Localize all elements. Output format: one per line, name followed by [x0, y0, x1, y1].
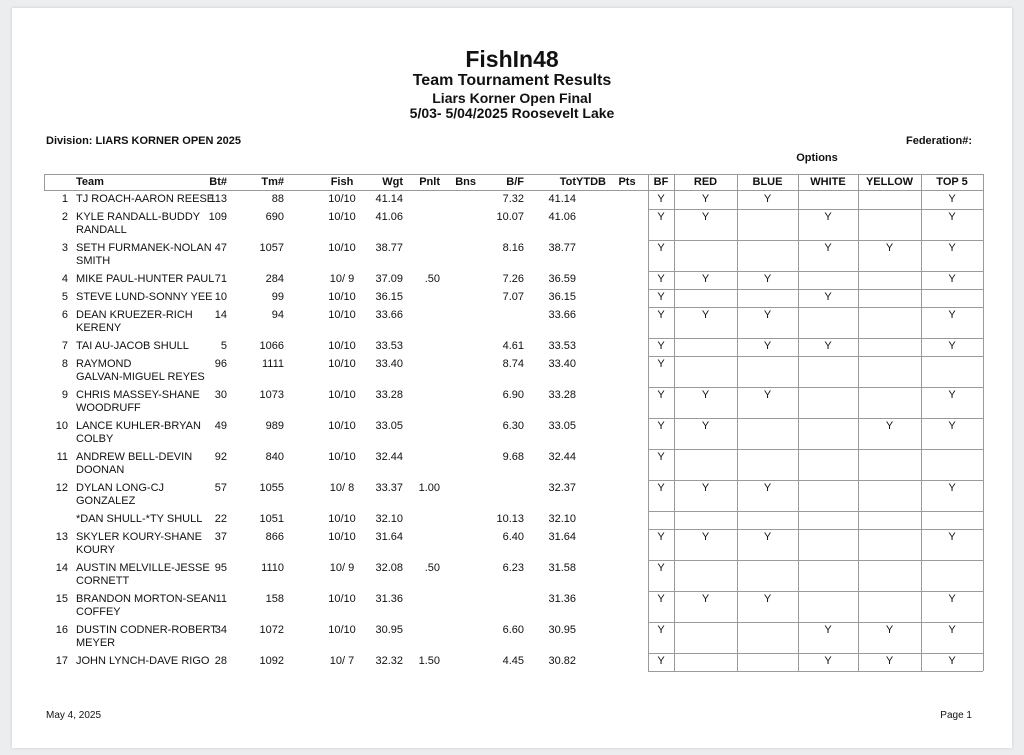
bf_wt-cell: 4.61 — [502, 340, 524, 352]
bf_wt-cell: 6.23 — [502, 562, 524, 574]
team-name-line: SKYLER KOURY-SHANE — [76, 531, 202, 543]
fish-cell: 10/10 — [328, 389, 356, 401]
fish-cell: 10/10 — [328, 513, 356, 525]
yellow-cell: Y — [885, 420, 894, 432]
red-cell: Y — [701, 389, 710, 401]
wgt-cell: 33.05 — [375, 420, 403, 432]
options-row-border — [648, 671, 983, 672]
wgt-cell: 32.32 — [375, 655, 403, 667]
event-name: Liars Korner Open Final — [432, 90, 592, 106]
tot-cell: 36.15 — [548, 291, 576, 303]
wgt-cell: 31.64 — [375, 531, 403, 543]
team-name-line: WOODRUFF — [76, 402, 141, 414]
tot-cell: 32.37 — [548, 482, 576, 494]
red-cell: Y — [701, 482, 710, 494]
options-row-border — [648, 307, 983, 308]
bt-cell: 113 — [209, 193, 227, 205]
bf-cell: Y — [657, 482, 665, 494]
tot-cell: 30.95 — [548, 624, 576, 636]
blue-cell: Y — [763, 389, 772, 401]
place-cell: 15 — [55, 593, 68, 605]
tm-cell: 94 — [271, 309, 284, 321]
tot-cell: 32.44 — [548, 451, 576, 463]
top5-cell: Y — [948, 482, 956, 494]
wgt-cell: 30.95 — [375, 624, 403, 636]
place-cell: 9 — [61, 389, 68, 401]
bt-cell: 57 — [214, 482, 227, 494]
fish-cell: 10/ 9 — [329, 273, 355, 285]
tm-cell: 1055 — [259, 482, 284, 494]
place-cell: 2 — [61, 211, 68, 223]
white-cell: Y — [824, 211, 832, 223]
red-cell: Y — [701, 211, 710, 223]
bf_wt-cell: 8.74 — [502, 358, 524, 370]
place-cell: 4 — [61, 273, 68, 285]
tm-cell: 158 — [265, 593, 284, 605]
tot-cell: 36.59 — [548, 273, 576, 285]
place-cell: 7 — [61, 340, 68, 352]
results-page — [12, 8, 1012, 748]
team-name-line: BRANDON MORTON-SEAN — [76, 593, 217, 605]
red-cell: Y — [701, 193, 710, 205]
bt-cell: 96 — [214, 358, 227, 370]
tm-cell: 1051 — [259, 513, 284, 525]
options-column-border — [858, 174, 859, 671]
column-header-bt-: Bt# — [209, 176, 227, 188]
fish-cell: 10/10 — [328, 531, 356, 543]
division-label: Division: LIARS KORNER OPEN 2025 — [46, 135, 241, 147]
column-header-bf: BF — [653, 176, 669, 188]
pnlt-cell: .50 — [424, 273, 440, 285]
column-header-white: WHITE — [810, 176, 846, 188]
team-name-line: GALVAN-MIGUEL REYES — [76, 371, 205, 383]
top5-cell: Y — [948, 655, 956, 667]
top5-cell: Y — [948, 340, 956, 352]
options-column-border — [674, 174, 675, 671]
event-dates-location: 5/03- 5/04/2025 Roosevelt Lake — [409, 105, 615, 121]
options-row-border — [648, 338, 983, 339]
federation-label: Federation#: — [905, 135, 972, 147]
team-name-line: MIKE PAUL-HUNTER PAUL — [76, 273, 215, 285]
place-cell: 16 — [55, 624, 68, 636]
red-cell: Y — [701, 273, 710, 285]
place-cell: 13 — [55, 531, 68, 543]
bf-cell: Y — [657, 593, 665, 605]
fish-cell: 10/ 8 — [329, 482, 355, 494]
white-cell: Y — [824, 291, 832, 303]
footer-page-number: Page 1 — [940, 710, 972, 721]
bt-cell: 34 — [214, 624, 227, 636]
place-cell: 1 — [61, 193, 68, 205]
options-row-border — [648, 622, 983, 623]
tot-cell: 33.53 — [548, 340, 576, 352]
bt-cell: 109 — [208, 211, 227, 223]
table-left-border — [44, 174, 45, 191]
column-header-tm-: Tm# — [261, 176, 284, 188]
column-header-bns: Bns — [455, 176, 476, 188]
blue-cell: Y — [763, 531, 772, 543]
wgt-cell: 41.06 — [375, 211, 403, 223]
place-cell: 14 — [55, 562, 68, 574]
options-row-border — [648, 480, 983, 481]
wgt-cell: 33.28 — [375, 389, 403, 401]
place-cell: 12 — [55, 482, 68, 494]
team-name-line: MEYER — [76, 637, 116, 649]
place-cell: 8 — [61, 358, 68, 370]
wgt-cell: 36.15 — [375, 291, 403, 303]
bf_wt-cell: 7.26 — [502, 273, 524, 285]
wgt-cell: 41.14 — [375, 193, 403, 205]
options-row-border — [648, 511, 983, 512]
bf-cell: Y — [657, 291, 665, 303]
bt-cell: 30 — [214, 389, 227, 401]
options-row-border — [648, 289, 983, 290]
tot-cell: 31.58 — [548, 562, 576, 574]
options-row-border — [648, 653, 983, 654]
yellow-cell: Y — [885, 624, 894, 636]
page-title: FishIn48 — [465, 46, 559, 72]
wgt-cell: 38.77 — [375, 242, 403, 254]
fish-cell: 10/10 — [328, 242, 356, 254]
options-row-border — [648, 240, 983, 241]
team-name-line: DYLAN LONG-CJ — [76, 482, 165, 494]
bt-cell: 28 — [214, 655, 227, 667]
fish-cell: 10/10 — [328, 291, 356, 303]
team-name-line: DOONAN — [76, 464, 125, 476]
team-name-line: DEAN KRUEZER-RICH — [76, 309, 193, 321]
blue-cell: Y — [763, 340, 772, 352]
report-subtitle: Team Tournament Results — [412, 72, 612, 89]
pnlt-cell: 1.50 — [418, 655, 440, 667]
tm-cell: 690 — [265, 211, 284, 223]
place-cell: 5 — [61, 291, 68, 303]
fish-cell: 10/10 — [328, 624, 356, 636]
place-cell: 11 — [56, 451, 68, 463]
options-row-border — [648, 418, 983, 419]
tm-cell: 1066 — [259, 340, 284, 352]
white-cell: Y — [824, 242, 832, 254]
team-name-line: SMITH — [76, 255, 111, 267]
tot-cell: 33.28 — [548, 389, 576, 401]
blue-cell: Y — [763, 482, 772, 494]
fish-cell: 10/10 — [328, 211, 356, 223]
bt-cell: 47 — [214, 242, 227, 254]
team-name-line: JOHN LYNCH-DAVE RIGO — [76, 655, 210, 667]
team-name-line: TJ ROACH-AARON REESE — [76, 193, 215, 205]
bf_wt-cell: 6.90 — [502, 389, 524, 401]
place-cell: 6 — [61, 309, 68, 321]
options-column-border — [737, 174, 738, 671]
team-name-line: GONZALEZ — [76, 495, 136, 507]
red-cell: Y — [701, 593, 710, 605]
pnlt-cell: 1.00 — [418, 482, 440, 494]
top5-cell: Y — [948, 193, 956, 205]
column-header-tot: Tot — [559, 176, 576, 188]
top5-cell: Y — [948, 273, 956, 285]
fish-cell: 10/10 — [328, 358, 356, 370]
blue-cell: Y — [763, 273, 772, 285]
column-header-pts: Pts — [618, 176, 636, 188]
column-header-top-5: TOP 5 — [936, 176, 968, 188]
team-name-line: CORNETT — [76, 575, 130, 587]
bf_wt-cell: 7.32 — [502, 193, 524, 205]
bf-cell: Y — [657, 420, 665, 432]
yellow-cell: Y — [885, 242, 894, 254]
bt-cell: 92 — [214, 451, 227, 463]
white-cell: Y — [824, 655, 832, 667]
tot-cell: 30.82 — [548, 655, 576, 667]
column-header-ytdb: YTDB — [576, 176, 606, 188]
wgt-cell: 33.40 — [375, 358, 403, 370]
bt-cell: 11 — [215, 593, 227, 605]
tm-cell: 1111 — [261, 358, 284, 370]
bf-cell: Y — [657, 309, 665, 321]
wgt-cell: 32.08 — [375, 562, 403, 574]
team-name-line: LANCE KUHLER-BRYAN — [76, 420, 201, 432]
column-header-fish: Fish — [330, 176, 354, 188]
bf_wt-cell: 9.68 — [502, 451, 524, 463]
tm-cell: 1073 — [259, 389, 284, 401]
column-header-pnlt: Pnlt — [419, 176, 440, 188]
tot-cell: 41.06 — [548, 211, 576, 223]
bt-cell: 95 — [214, 562, 227, 574]
team-name-line: RANDALL — [76, 224, 127, 236]
options-column-border — [983, 174, 984, 671]
tot-cell: 33.05 — [548, 420, 576, 432]
bf-cell: Y — [657, 340, 665, 352]
tot-cell: 32.10 — [548, 513, 576, 525]
options-column-border — [921, 174, 922, 671]
fish-cell: 10/10 — [328, 309, 356, 321]
team-name-line: AUSTIN MELVILLE-JESSE — [76, 562, 210, 574]
yellow-cell: Y — [885, 655, 894, 667]
options-row-border — [648, 387, 983, 388]
options-row-border — [648, 271, 983, 272]
options-heading: Options — [796, 152, 838, 164]
tm-cell: 840 — [265, 451, 284, 463]
wgt-cell: 37.09 — [375, 273, 403, 285]
bf_wt-cell: 6.40 — [502, 531, 524, 543]
options-row-border — [648, 356, 983, 357]
blue-cell: Y — [763, 309, 772, 321]
tm-cell: 88 — [271, 193, 284, 205]
bf-cell: Y — [657, 211, 665, 223]
column-header-blue: BLUE — [752, 176, 783, 188]
options-row-border — [648, 449, 983, 450]
bt-cell: 14 — [214, 309, 227, 321]
place-cell: 3 — [61, 242, 68, 254]
bf_wt-cell: 7.07 — [502, 291, 524, 303]
wgt-cell: 32.44 — [375, 451, 403, 463]
bf-cell: Y — [657, 242, 665, 254]
bf-cell: Y — [657, 562, 665, 574]
tm-cell: 99 — [271, 291, 284, 303]
bf-cell: Y — [657, 655, 665, 667]
white-cell: Y — [824, 624, 832, 636]
bf_wt-cell: 6.30 — [502, 420, 524, 432]
place-cell: 10 — [55, 420, 68, 432]
team-name-line: DUSTIN CODNER-ROBERT — [76, 624, 217, 636]
team-name-line: KOURY — [76, 544, 115, 556]
column-header-team: Team — [76, 176, 104, 188]
wgt-cell: 33.53 — [375, 340, 403, 352]
header-bottom-border — [44, 190, 983, 191]
bt-cell: 5 — [220, 340, 227, 352]
tot-cell: 31.64 — [548, 531, 576, 543]
red-cell: Y — [701, 531, 710, 543]
tot-cell: 33.66 — [548, 309, 576, 321]
fish-cell: 10/10 — [328, 193, 356, 205]
bf-cell: Y — [657, 624, 665, 636]
team-name-line: *DAN SHULL-*TY SHULL — [76, 513, 203, 525]
wgt-cell: 33.66 — [375, 309, 403, 321]
team-name-line: STEVE LUND-SONNY YEE — [76, 291, 213, 303]
top5-cell: Y — [948, 211, 956, 223]
blue-cell: Y — [763, 193, 772, 205]
wgt-cell: 31.36 — [375, 593, 403, 605]
bt-cell: 10 — [214, 291, 227, 303]
fish-cell: 10/10 — [328, 593, 356, 605]
bf_wt-cell: 10.07 — [496, 211, 524, 223]
bf_wt-cell: 4.45 — [502, 655, 524, 667]
options-row-border — [648, 591, 983, 592]
options-column-border — [648, 174, 649, 671]
options-row-border — [648, 529, 983, 530]
wgt-cell: 32.10 — [375, 513, 403, 525]
tm-cell: 866 — [265, 531, 284, 543]
bt-cell: 49 — [214, 420, 227, 432]
top5-cell: Y — [948, 309, 956, 321]
white-cell: Y — [824, 340, 832, 352]
column-header-yellow: YELLOW — [865, 176, 914, 188]
options-column-border — [798, 174, 799, 671]
team-name-line: SETH FURMANEK-NOLAN — [76, 242, 212, 254]
bf-cell: Y — [657, 531, 665, 543]
tm-cell: 1057 — [259, 242, 284, 254]
team-name-line: RAYMOND — [76, 358, 132, 370]
tm-cell: 1110 — [261, 562, 284, 574]
bt-cell: 22 — [214, 513, 227, 525]
top5-cell: Y — [948, 593, 956, 605]
tm-cell: 989 — [265, 420, 284, 432]
pnlt-cell: .50 — [424, 562, 440, 574]
blue-cell: Y — [763, 593, 772, 605]
bf-cell: Y — [657, 358, 665, 370]
team-name-line: COFFEY — [76, 606, 121, 618]
wgt-cell: 33.37 — [375, 482, 403, 494]
team-name-line: TAI AU-JACOB SHULL — [76, 340, 189, 352]
team-name-line: KYLE RANDALL-BUDDY — [76, 211, 201, 223]
options-row-border — [648, 209, 983, 210]
bf_wt-cell: 8.16 — [502, 242, 524, 254]
footer-date: May 4, 2025 — [46, 710, 102, 721]
red-cell: Y — [701, 309, 710, 321]
column-header-red: RED — [693, 176, 718, 188]
fish-cell: 10/10 — [328, 451, 356, 463]
column-header-b-f: B/F — [506, 176, 524, 188]
fish-cell: 10/10 — [328, 340, 356, 352]
fish-cell: 10/ 7 — [329, 655, 355, 667]
bf-cell: Y — [657, 451, 665, 463]
place-cell: 17 — [55, 655, 68, 667]
tot-cell: 38.77 — [548, 242, 576, 254]
bf_wt-cell: 6.60 — [502, 624, 524, 636]
tm-cell: 1092 — [259, 655, 284, 667]
tot-cell: 31.36 — [548, 593, 576, 605]
bf-cell: Y — [657, 273, 665, 285]
team-name-line: ANDREW BELL-DEVIN — [76, 451, 193, 463]
top5-cell: Y — [948, 389, 956, 401]
top5-cell: Y — [948, 531, 956, 543]
fish-cell: 10/ 9 — [329, 562, 355, 574]
bf-cell: Y — [657, 389, 665, 401]
top5-cell: Y — [948, 242, 956, 254]
fish-cell: 10/10 — [328, 420, 356, 432]
tot-cell: 33.40 — [548, 358, 576, 370]
options-row-border — [648, 560, 983, 561]
tm-cell: 284 — [265, 273, 284, 285]
top5-cell: Y — [948, 420, 956, 432]
tot-cell: 41.14 — [548, 193, 576, 205]
bt-cell: 37 — [214, 531, 227, 543]
column-header-wgt: Wgt — [382, 176, 403, 188]
bt-cell: 71 — [214, 273, 227, 285]
tm-cell: 1072 — [259, 624, 284, 636]
bf-cell: Y — [657, 193, 665, 205]
team-name-line: KERENY — [76, 322, 122, 334]
bf_wt-cell: 10.13 — [496, 513, 524, 525]
red-cell: Y — [701, 420, 710, 432]
table-top-border — [44, 174, 983, 175]
team-name-line: COLBY — [76, 433, 114, 445]
top5-cell: Y — [948, 624, 956, 636]
team-name-line: CHRIS MASSEY-SHANE — [76, 389, 200, 401]
